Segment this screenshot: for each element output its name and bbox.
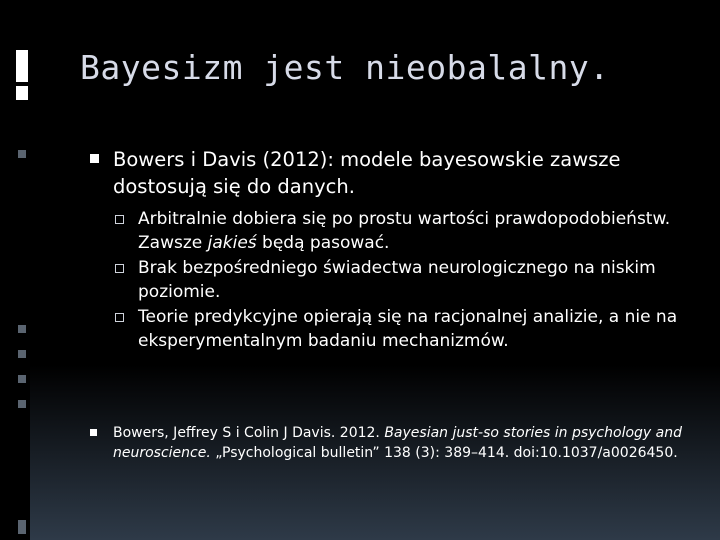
sub-bullet-text: Teorie predykcyjne opierają się na racjonalnej analizie, a nie na eksperymentalnym badaniu mechanizmów. bbox=[138, 307, 678, 351]
sub-bullet-emphasis: jakieś bbox=[207, 233, 257, 253]
main-bullet-text: Bowers i Davis (2012): modele bayesowskie zawsze dostosują się do danych. bbox=[113, 148, 621, 198]
sub-bullet-text: będą pasować. bbox=[256, 233, 390, 253]
decor-square bbox=[16, 86, 28, 100]
square-bullet-icon bbox=[90, 429, 97, 436]
reference-authors: Bowers, Jeffrey S i Colin J Davis. 2012. bbox=[113, 425, 385, 441]
reference-block bbox=[88, 423, 688, 463]
main-bullet bbox=[88, 146, 688, 200]
slide-title: Bayesizm jest nieobalalny. bbox=[80, 48, 610, 87]
sub-bullet-text: Arbitralnie dobiera się po prostu wartości prawdopodobieństw. Zawsze bbox=[138, 209, 671, 253]
sub-bullet-3 bbox=[115, 305, 688, 353]
square-bullet-icon bbox=[90, 154, 99, 163]
reference-details: „Psychological bulletin” 138 (3): 389–414. doi:10.1037/a0026450. bbox=[210, 445, 678, 461]
hollow-square-bullet-icon bbox=[115, 313, 124, 322]
hollow-square-bullet-icon bbox=[115, 215, 124, 224]
decor-square bbox=[18, 325, 26, 333]
sub-bullet-1 bbox=[115, 207, 688, 255]
sub-bullet-2 bbox=[115, 256, 688, 304]
decor-square bbox=[18, 375, 26, 383]
hollow-square-bullet-icon bbox=[115, 264, 124, 273]
reference-item bbox=[88, 423, 688, 463]
decor-square bbox=[18, 350, 26, 358]
reference-title: Bayesian just-so stories in psychology and neuroscience. bbox=[113, 425, 682, 461]
slide-body bbox=[88, 146, 688, 354]
decor-square bbox=[16, 50, 28, 82]
sub-bullet-text: Brak bezpośredniego świadectwa neurologicznego na niskim poziomie. bbox=[138, 258, 656, 302]
decor-square bbox=[18, 400, 26, 408]
decor-square bbox=[18, 520, 26, 534]
decor-square bbox=[18, 150, 26, 158]
